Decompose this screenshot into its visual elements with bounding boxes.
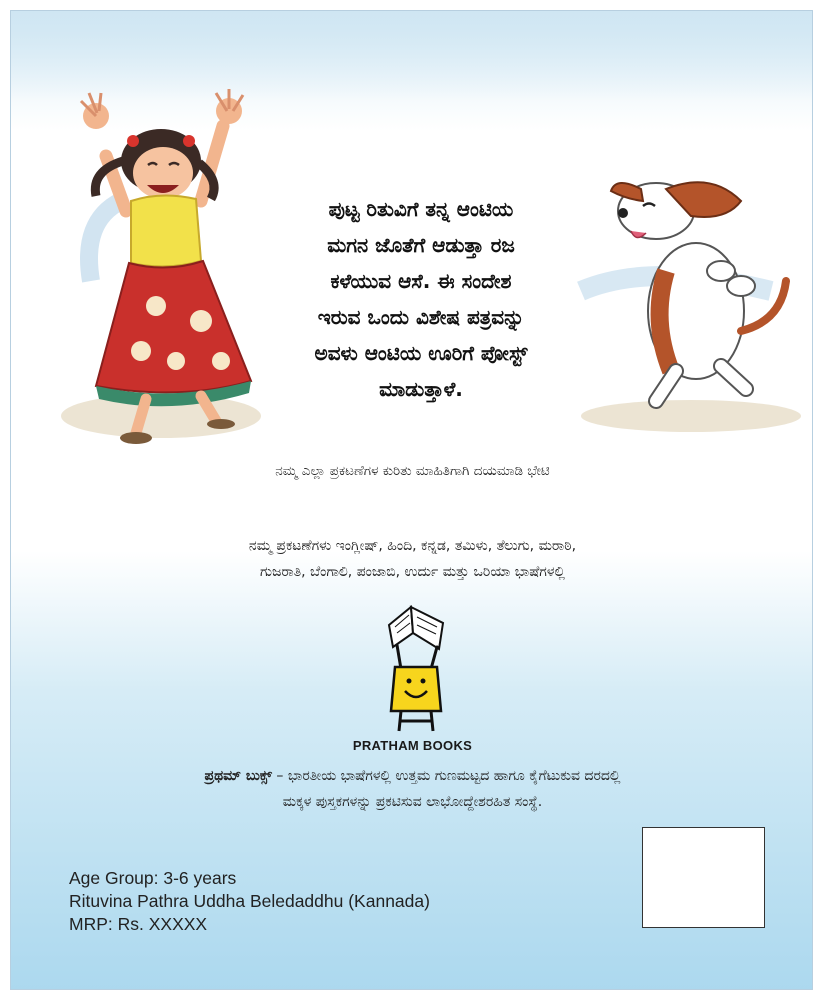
blurb-line: ಕಳೆಯುವ ಆಸೆ. ಈ ಸಂದೇಶ: [330, 269, 512, 293]
publisher-desc-line-1: – ಭಾರತೀಯ ಭಾಷೆಗಳಲ್ಲಿ ಉತ್ತಮ ಗುಣಮಟ್ಟದ ಹಾಗೂ ಕೈಗೆಟುಕುವ ದರದಲ್ಲಿ: [271, 768, 621, 784]
mrp: MRP: Rs. XXXXX: [69, 914, 208, 934]
barcode-box: [642, 827, 765, 928]
blurb-line: ಪುಟ್ಟ ರಿತುವಿಗೆ ತನ್ನ ಆಂಟಿಯ: [328, 197, 514, 221]
book-title: Rituvina Pathra Uddha Beledaddhu (Kannada): [69, 891, 430, 911]
girl-illustration: [51, 81, 281, 471]
visit-text: ನಮ್ಮ ಎಲ್ಲಾ ಪ್ರಕಟಣೆಗಳ ಕುರಿತು ಮಾಹಿತಿಗಾಗಿ ದಯಮಾಡಿ ಭೇಟಿ: [275, 463, 550, 479]
publisher-name: PRATHAM BOOKS: [352, 738, 473, 753]
publisher-name-kannada: ಪ್ರಥಮ್ ಬುಕ್ಸ್: [204, 768, 272, 784]
book-details: [69, 867, 430, 936]
publisher-description: [11, 763, 814, 815]
age-group: Age Group: 3-6 years: [69, 868, 237, 888]
languages-line-2: ಗುಜರಾತಿ, ಬೆಂಗಾಲಿ, ಪಂಜಾಬಿ, ಉರ್ದು ಮತ್ತು ಒರಿಯಾ ಭಾಷೆಗಳಲ್ಲಿ: [259, 564, 566, 580]
back-cover: [10, 10, 813, 990]
dog-illustration: [571, 161, 811, 441]
publisher-desc-line-2: ಮಕ್ಕಳ ಪುಸ್ತಕಗಳನ್ನು ಪ್ರಕಟಿಸುವ ಲಾಭೋದ್ದೇಶರಹಿತ ಸಂಸ್ಥೆ.: [282, 794, 543, 810]
blurb-line: ಮಗನ ಜೊತೆಗೆ ಆಡುತ್ತಾ ರಜ: [327, 233, 515, 257]
languages-text: [11, 533, 814, 585]
pratham-books-logo: [381, 603, 451, 733]
story-blurb: [261, 191, 581, 407]
blurb-line: ಅವಳು ಆಂಟಿಯ ಊರಿಗೆ ಪೋಸ್ಟ್: [314, 341, 528, 365]
languages-line-1: ನಮ್ಮ ಪ್ರಕಟಣೆಗಳು ಇಂಗ್ಲೀಷ್, ಹಿಂದಿ, ಕನ್ನಡ, ತಮಿಳು, ತೆಲುಗು, ಮರಾಠಿ,: [248, 538, 577, 554]
blurb-line: ಮಾಡುತ್ತಾಳೆ.: [379, 377, 463, 401]
blurb-line: ಇರುವ ಒಂದು ವಿಶೇಷ ಪತ್ರವನ್ನು: [317, 305, 525, 329]
